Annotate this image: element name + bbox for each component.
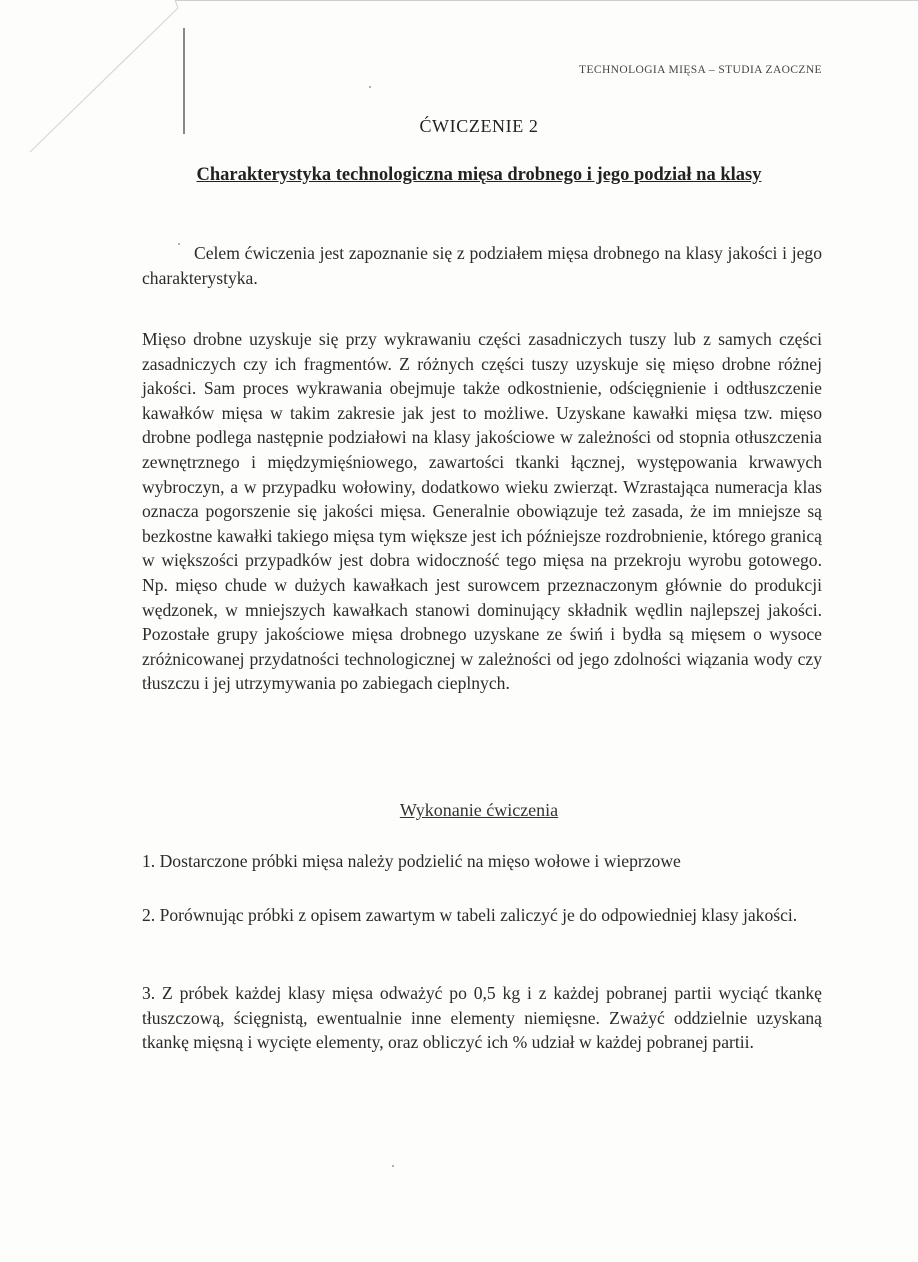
procedure-heading: Wykonanie ćwiczenia (399, 800, 559, 820)
main-paragraph: Mięso drobne uzyskuje się przy wykrawaniu części zasadniczych tuszy lub z samych części zasadniczych czy ich fragmentów. Z różnych części tuszy uzyskuje się mięso drobne różnej jakości. Sam proces wykrawania obejmuje także odkostnienie, odścięgnienie i odtłuszczenie kawałków mięsa w takim zakresie jak jest to możliwe. Uzyskane kawałki mięsa tzw. mięso drobne podlega następnie podziałowi na klasy jakościowe w zależności od stopnia otłuszczenia zewnętrznego i międzymięśniowego, zawartości tkanki łącznej, występowania krwawych wybroczyn, a w przypadku wołowiny, dodatkowo wieku zwierząt. Wzrastająca numeracja klas oznacza pogorszenie się jakości mięsa. Generalnie obowiązuje też zasada, że im mniejsze są bezkostne kawałki takiego mięsa tym większe jest ich późniejsze rozdrobnienie, którego granicą w większości przypadków jest dobra widoczność tego mięsa na przekroju wyrobu gotowego. Np. mięso chude w dużych kawałkach jest surowcem przeznaczonym głównie do produkcji wędzonek, w mniejszych kawałkach stanowi dominujący składnik wędlin najlepszej jakości. Pozostałe grupy jakościowe mięsa drobnego uzyskane ze świń i bydła są mięsem o wysoce zróżnicowanej przydatności technologicznej w zależności od jego zdolności wiązania wody czy tłuszczu i jej utrzymywania po zabiegach cieplnych. (142, 329, 822, 694)
scan-speck (369, 86, 371, 88)
procedure-step-3: 3. Z próbek każdej klasy mięsa odważyć po 0,5 kg i z każdej pobranej partii wyciąć tkankę tłuszczową, ścięgnistą, ewentualnie inne elementy niemięsne. Zważyć oddzielnie uzyskaną tkankę mięsną i wycięte elementy, oraz obliczyć ich % udział w każdej pobranej partii. (142, 983, 822, 1053)
exercise-subtitle: Charakterystyka technologiczna mięsa drobnego i jego podział na klasy (196, 165, 762, 185)
scan-edge-line (175, 0, 918, 1)
course-header: TECHNOLOGIA MIĘSA – STUDIA ZAOCZNE (579, 64, 822, 76)
scan-speck (178, 243, 180, 245)
procedure-step-2: 2. Porównując próbki z opisem zawartym w tabeli zaliczyć je do odpowiedniej klasy jakości. (142, 905, 798, 925)
procedure-step-1: 1. Dostarczone próbki mięsa należy podzielić na mięso wołowe i wieprzowe (142, 851, 681, 871)
intro-paragraph: Celem ćwiczenia jest zapoznanie się z podziałem mięsa drobnego na klasy jakości i jego charakterystyka. (142, 243, 822, 288)
scan-speck (392, 1165, 394, 1167)
exercise-title: ĆWICZENIE 2 (419, 116, 539, 136)
